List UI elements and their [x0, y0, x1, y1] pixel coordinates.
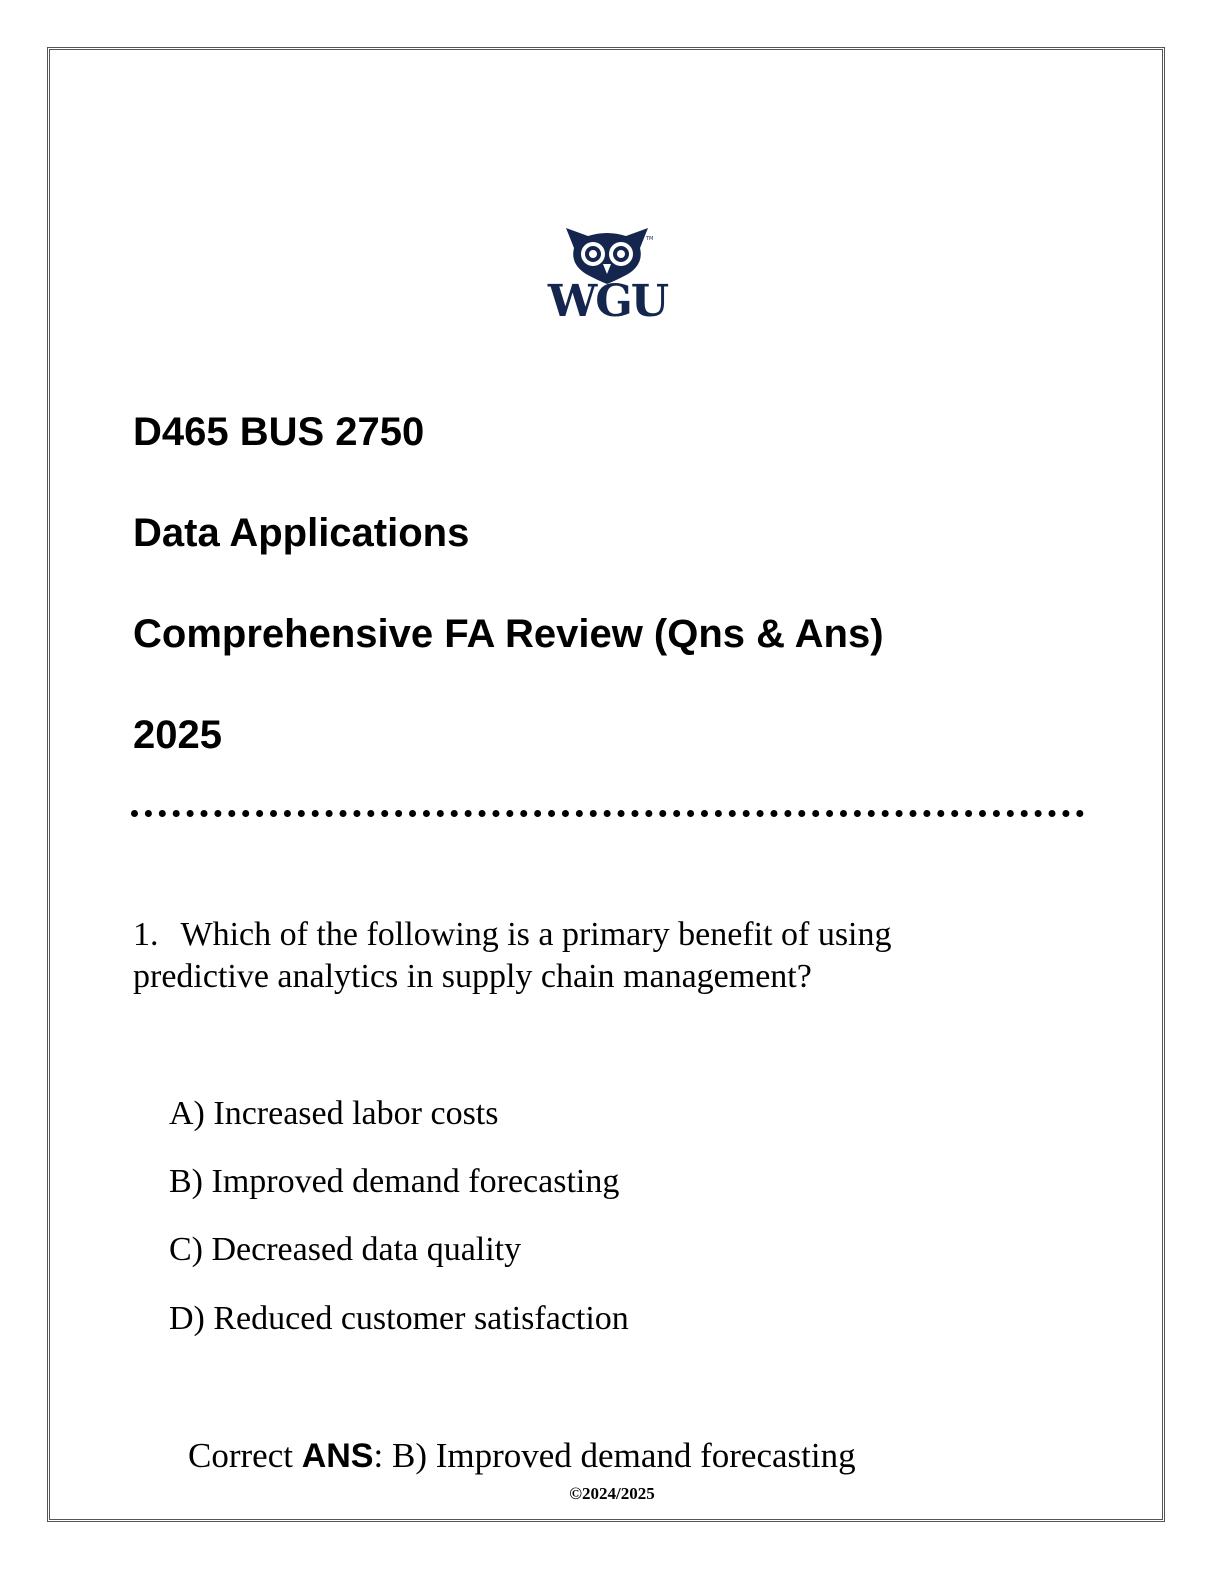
- correct-answer: [188, 1438, 856, 1473]
- answer-value: B) Improved demand forecasting: [391, 1436, 856, 1475]
- question-number: 1.: [133, 916, 159, 953]
- review-title: Comprehensive FA Review (Qns & Ans): [133, 612, 884, 656]
- dotted-divider: [131, 810, 1084, 817]
- question-text-block: [133, 914, 1033, 998]
- question-text: Which of the following is a primary benefit of using predictive analytics in supply chain management?: [133, 916, 892, 995]
- copyright-footer: ©2024/2025: [569, 1484, 655, 1503]
- course-title: Data Applications: [133, 511, 470, 555]
- wgu-owl-logo: [540, 218, 675, 350]
- course-code: D465 BUS 2750: [133, 410, 425, 454]
- answer-label: ANS: [301, 1437, 374, 1475]
- year: 2025: [133, 713, 222, 757]
- answer-prefix: Correct: [188, 1436, 302, 1475]
- svg-text:TM: TM: [646, 236, 654, 242]
- option-c: C) Decreased data quality: [169, 1231, 522, 1268]
- answer-separator: :: [373, 1436, 392, 1475]
- logo-text: WGU: [547, 276, 668, 327]
- option-b: B) Improved demand forecasting: [169, 1163, 620, 1200]
- option-d: D) Reduced customer satisfaction: [169, 1300, 629, 1337]
- option-a: A) Increased labor costs: [169, 1095, 499, 1132]
